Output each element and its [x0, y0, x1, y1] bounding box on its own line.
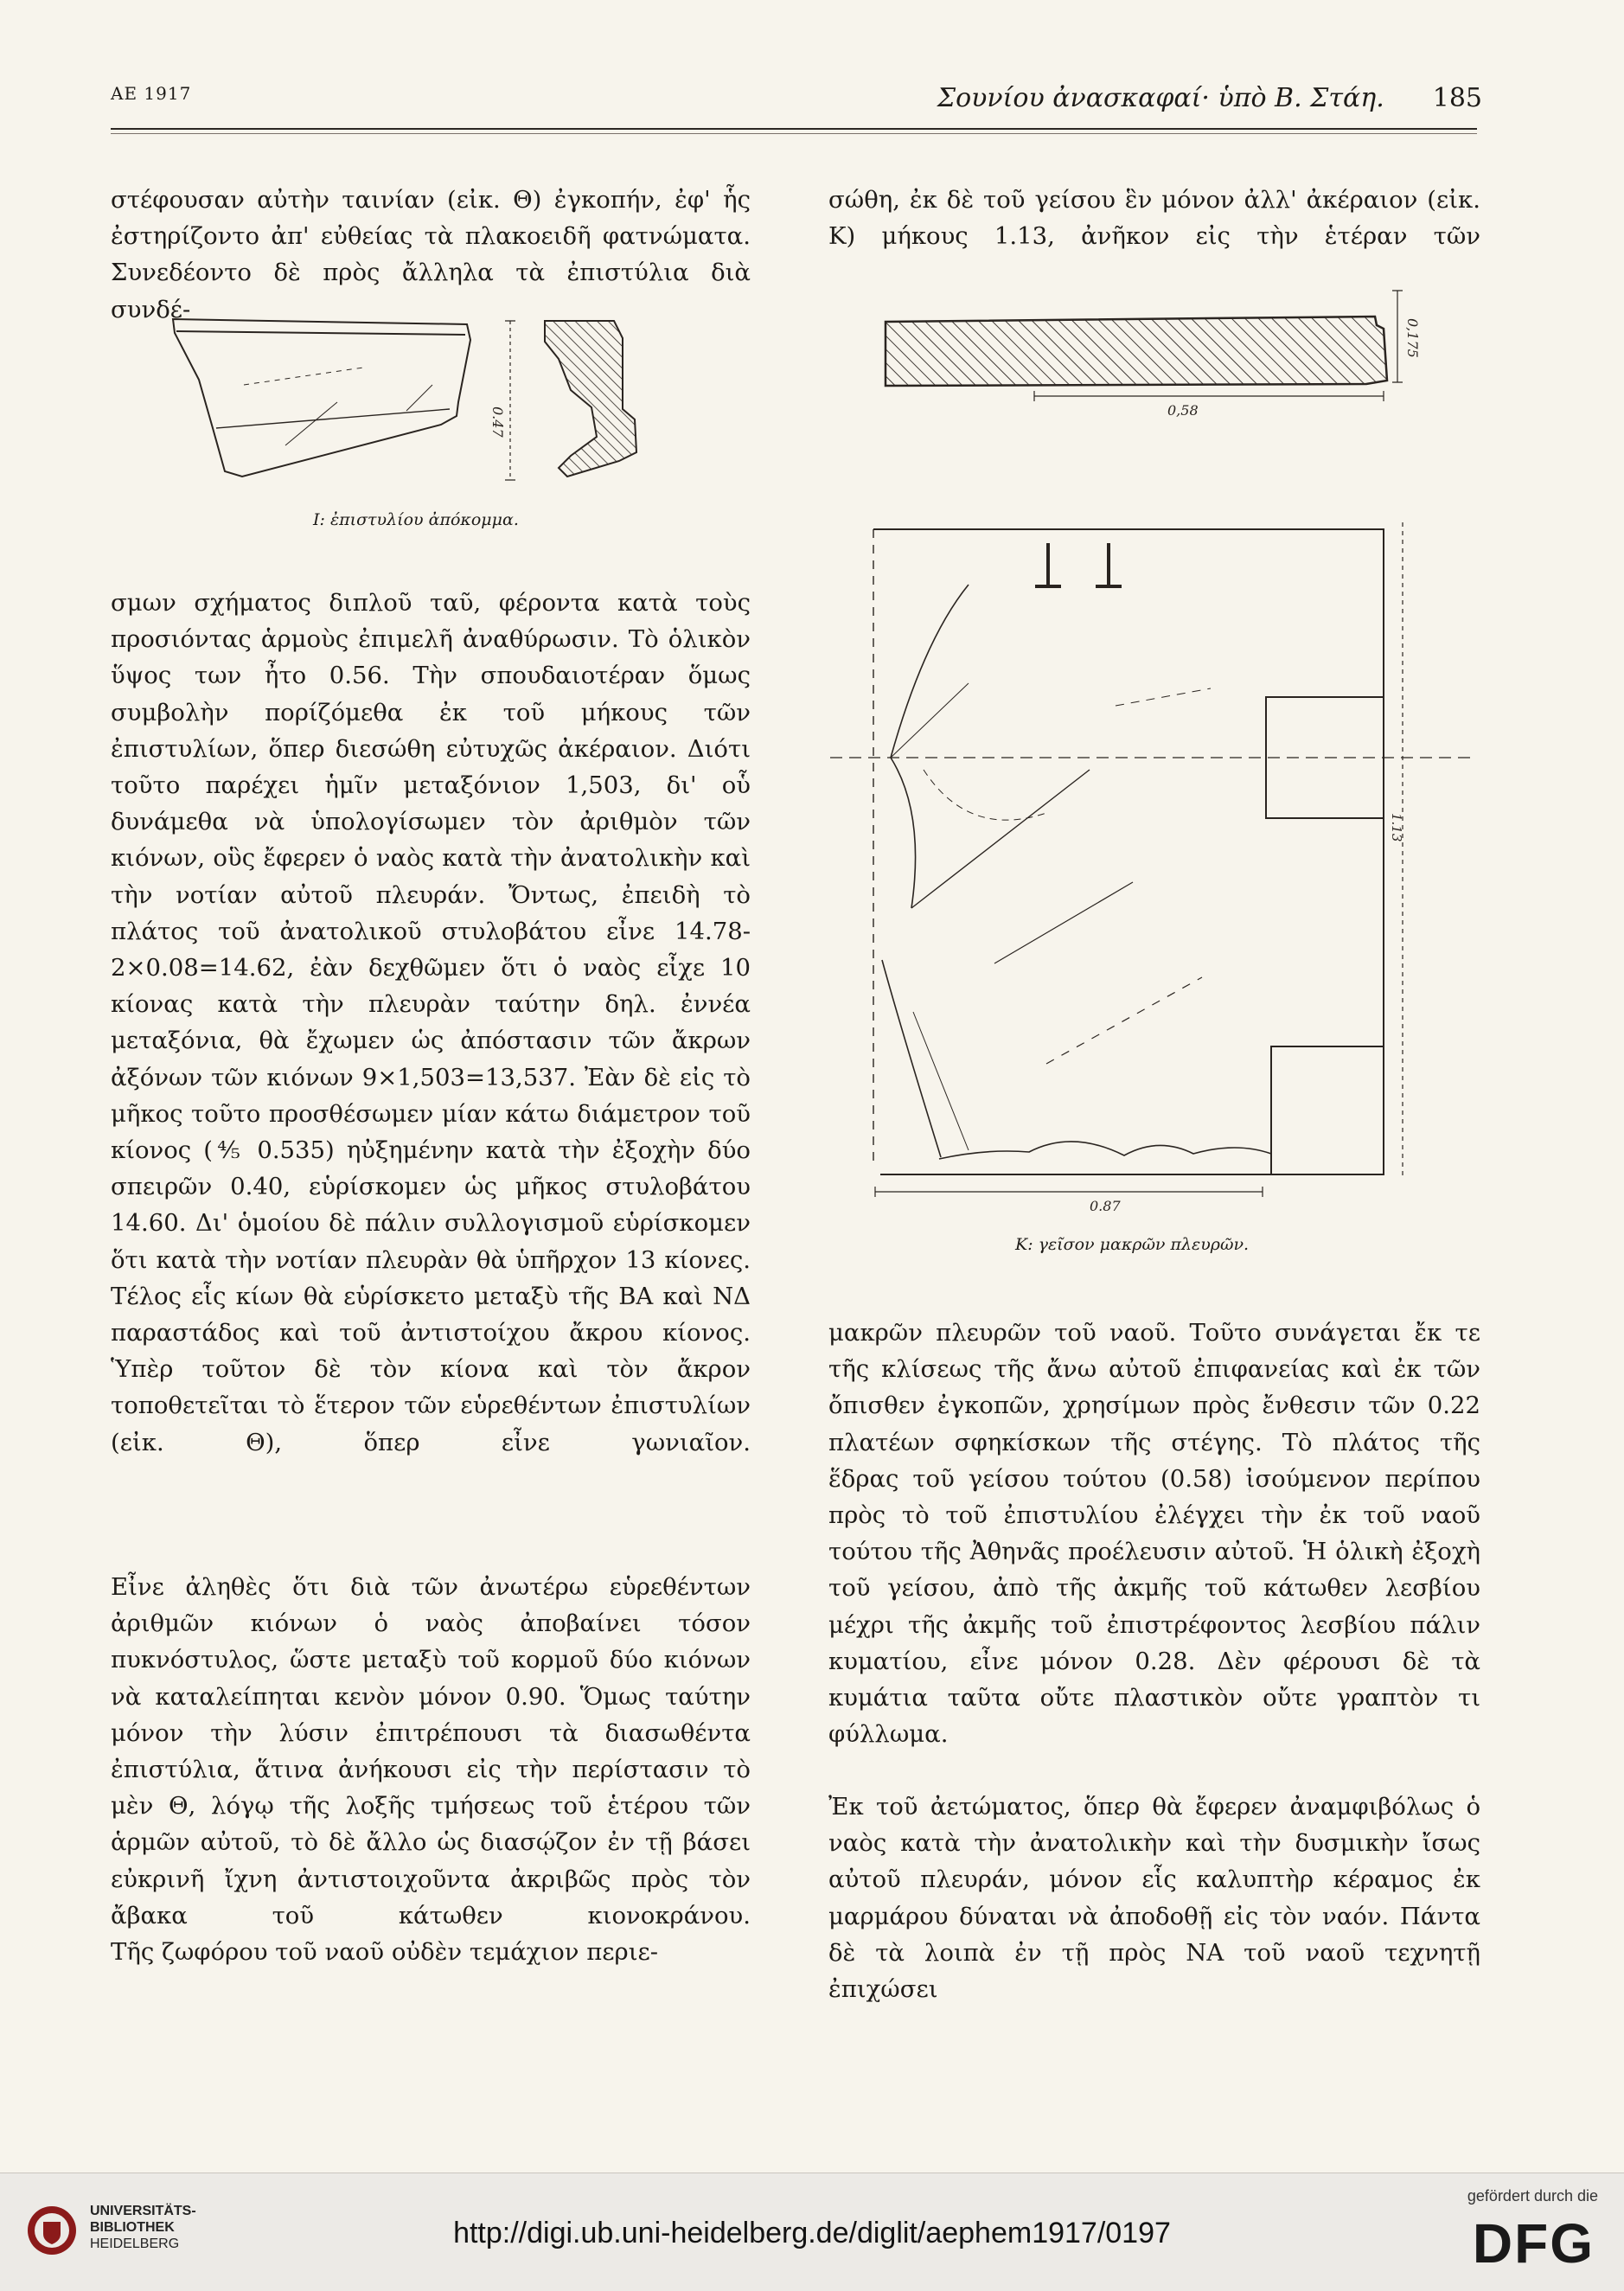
header-rule	[111, 128, 1477, 130]
page-number: 185	[1432, 83, 1482, 113]
right-paragraph-1: σώθη, ἐκ δὲ τοῦ γείσου ἓν μόνον ἀλλ' ἀκέραιον (εἰκ. Κ) μήκους 1.13, ἀνῆκον εἰς τὴν ἑτέραν τῶν	[828, 186, 1480, 251]
figure-i-caption: Ι: ἐπιστυλίου ἀπόκομμα.	[313, 510, 519, 529]
figure-i-dimension: 0.47	[489, 406, 506, 438]
library-name-line-2: BIBLIOTHEK	[90, 2220, 175, 2235]
left-paragraph-3: Εἶνε ἀληθὲς ὅτι διὰ τῶν ἀνωτέρω εὑρεθέντων ἀριθμῶν κιόνων ὁ ναὸς ἀποβαίνει τόσον πυκνόστυλος, ὥστε μεταξὺ τοῦ κορμοῦ δύο κιόνων νὰ καταλείπηται κενὸν μόνον 0.90. Ὅμως ταύτην μόνον τὴν λύσιν ἐπιτρέπουσι τὰ διασωθέντα ἐπιστύλια, ἅτινα ἀνήκουσι εἰς τὴν περίστασιν τὸ μὲν Θ, λόγῳ τῆς λοξῆς τμήσεως τοῦ ἑτέρου τῶν ἁρμῶν αὐτοῦ, τὸ δὲ ἄλλο ὡς διασῴζον ἐν τῇ βάσει εὐκρινῆ ἴχνη ἀντιστοιχοῦντα ἀκριβῶς πρὸς τὸν ἄβακα τοῦ κάτωθεν κιονοκράνου.	[111, 1573, 751, 1929]
figure-i-drawing	[164, 307, 666, 489]
funding-label: gefördert durch die	[1467, 2187, 1598, 2205]
right-paragraph-3: Ἐκ τοῦ ἀετώματος, ὅπερ θὰ ἔφερεν ἀναμφιβόλως ὁ ναὸς κατὰ τὴν ἀνατολικὴν καὶ τὴν δυσμικὴν ἴσως αὐτοῦ πλευράν, μόνον εἷς καλυπτὴρ κέραμος ἐκ μαρμάρου δύναται νὰ ἀποδοθῇ εἰς τὸν ναόν. Πάντα δὲ τὰ λοιπὰ ἐν τῇ πρὸς ΝΑ τοῦ ναοῦ τεχνητῇ ἐπιχώσει	[828, 1793, 1480, 2004]
left-paragraph-2: σμων σχήματος διπλοῦ ταῦ, φέροντα κατὰ τοὺς προσιόντας ἁρμοὺς ἐπιμελῆ ἀναθύρωσιν. Τὸ ὁλικὸν ὕψος των ἦτο 0.56. Τὴν σπουδαιοτέραν ὅμως συμβολὴν πορίζόμεθα ἐκ τοῦ μήκους τῶν ἐπιστυλίων, ὅπερ διεσώθη εὐτυχῶς ἀκέραιον. Διότι τοῦτο παρέχει ἡμῖν μεταξόνιον 1,503, δι' οὗ δυνάμεθα νὰ ὑπολογίσωμεν τὸν ἀριθμὸν τῶν κιόνων, οὓς ἔφερεν ὁ ναὸς κατὰ τὴν ἀνατολικὴν καὶ τὴν νοτίαν αὐτοῦ πλευράν. Ὄντως, ἐπειδὴ τὸ πλάτος τοῦ ἀνατολικοῦ στυλοβάτου εἶνε 14.78-2×0.08=14.62, ἐὰν δεχθῶμεν ὅτι ὁ ναὸς εἶχε 10 κίονας κατὰ τὴν πλευρὰν ταύτην δηλ. ἐννέα μεταξόνια, θὰ ἔχωμεν ὡς ἀπόστασιν τῶν ἄκρων ἀξόνων τῶν κιόνων 9×1,503=13,537. Ἐὰν δὲ εἰς τὸ μῆκος τοῦτο προσθέσωμεν μίαν κάτω διάμετρον τοῦ κίονος (⅘ 0.535) ηὐξημένην κατὰ τὴν ἐξοχὴν δύο σπειρῶν 0.40, εὑρίσκομεν ὡς μῆκος στυλοβάτου 14.60. Δι' ὁμοίου δὲ πάλιν συλλογισμοῦ εὑρίσκομεν ὅτι κατὰ τὴν νοτίαν πλευρὰν θὰ ὑπῆρχον 13 κίονες. Τέλος εἷς κίων θὰ εὑρίσκετο μεταξὺ τῆς ΒΑ καὶ ΝΔ παραστάδος καὶ τοῦ ἀντιστοίχου ἄκρου κίονος. Ὑπὲρ τοῦτον δὲ τὸν κίονα καὶ τὸν ἄκρον τοποθετεῖται τὸ ἕτερον τῶν εὑρεθέντων ἐπιστυλίων (εἰκ. Θ), ὅπερ εἶνε γωνιαῖον.	[111, 589, 751, 1456]
source-url-link[interactable]: http://digi.ub.uni-heidelberg.de/diglit/aephem1917/0197	[453, 2217, 1171, 2249]
footer-bar	[0, 2173, 1624, 2291]
right-paragraph-2: μακρῶν πλευρῶν τοῦ ναοῦ. Τοῦτο συνάγεται ἔκ τε τῆς κλίσεως τῆς ἄνω αὐτοῦ ἐπιφανείας καὶ ἐκ τῶν ὄπισθεν ἐγκοπῶν, χρησίμων πρὸς ἔνθεσιν τῶν 0.22 πλατέων σφηκίσκων τῆς στέγης. Τὸ πλάτος τῆς ἕδρας τοῦ γείσου τούτου (0.58) ἰσούμενον περίπου πρὸς τὸ τοῦ ἐπιστυλίου ἐλέγχει τὴν ἐκ τοῦ ναοῦ τούτου τῆς Ἀθηνᾶς προέλευσιν αὐτοῦ. Ἡ ὁλικὴ ἐξοχὴ τοῦ γείσου, ἀπὸ τῆς ἀκμῆς τοῦ κάτωθεν λεσβίου μέχρι τῆς ἀκμῆς τοῦ ἐπιστρέφοντος λεσβίου πάλιν κυματίου, εἶνε μόνον 0.28. Δὲν φέρουσι δὲ τὰ κυμάτια ταῦτα οὔτε πλαστικὸν οὔτε γραπτὸν τι φύλλωμα.	[828, 1319, 1480, 1749]
running-title	[937, 83, 1482, 113]
figure-k-caption: Κ: γεῖσον μακρῶν πλευρῶν.	[1015, 1235, 1250, 1254]
figure-k-plan	[830, 510, 1479, 1219]
running-title-text: Σουνίου ἀνασκαφαί· ὑπὸ Β. Στάη.	[937, 83, 1384, 113]
figure-k-plan-width: 0.87	[1090, 1198, 1121, 1214]
dfg-logo: DFG	[1472, 2212, 1595, 2275]
figure-k-plan-length: 1.13	[1389, 813, 1404, 842]
figure-k-profile-width: 0,58	[1167, 402, 1199, 419]
library-name-line-3: HEIDELBERG	[90, 2237, 180, 2251]
left-paragraph-1: στέφουσαν αὐτὴν ταινίαν (εἰκ. Θ) ἐγκοπήν, ἐφ' ἧς ἐστηρίζοντο ἀπ' εὐθείας τὰ πλακοειδῆ φατνώματα. Συνεδέοντο δὲ πρὸς ἄλληλα τὰ ἐπιστύλια διὰ συνδέ-	[111, 186, 751, 323]
journal-label: ΑΕ 1917	[111, 83, 192, 104]
figure-k-profile	[865, 275, 1421, 419]
left-paragraph-4: Τῆς ζωφόρου τοῦ ναοῦ οὐδὲν τεμάχιον περιε-	[111, 1938, 659, 1966]
figure-k-profile-height: 0,175	[1404, 318, 1421, 358]
header-rule-thin	[111, 133, 1477, 134]
library-name-line-1: UNIVERSITÄTS-	[90, 2204, 196, 2218]
